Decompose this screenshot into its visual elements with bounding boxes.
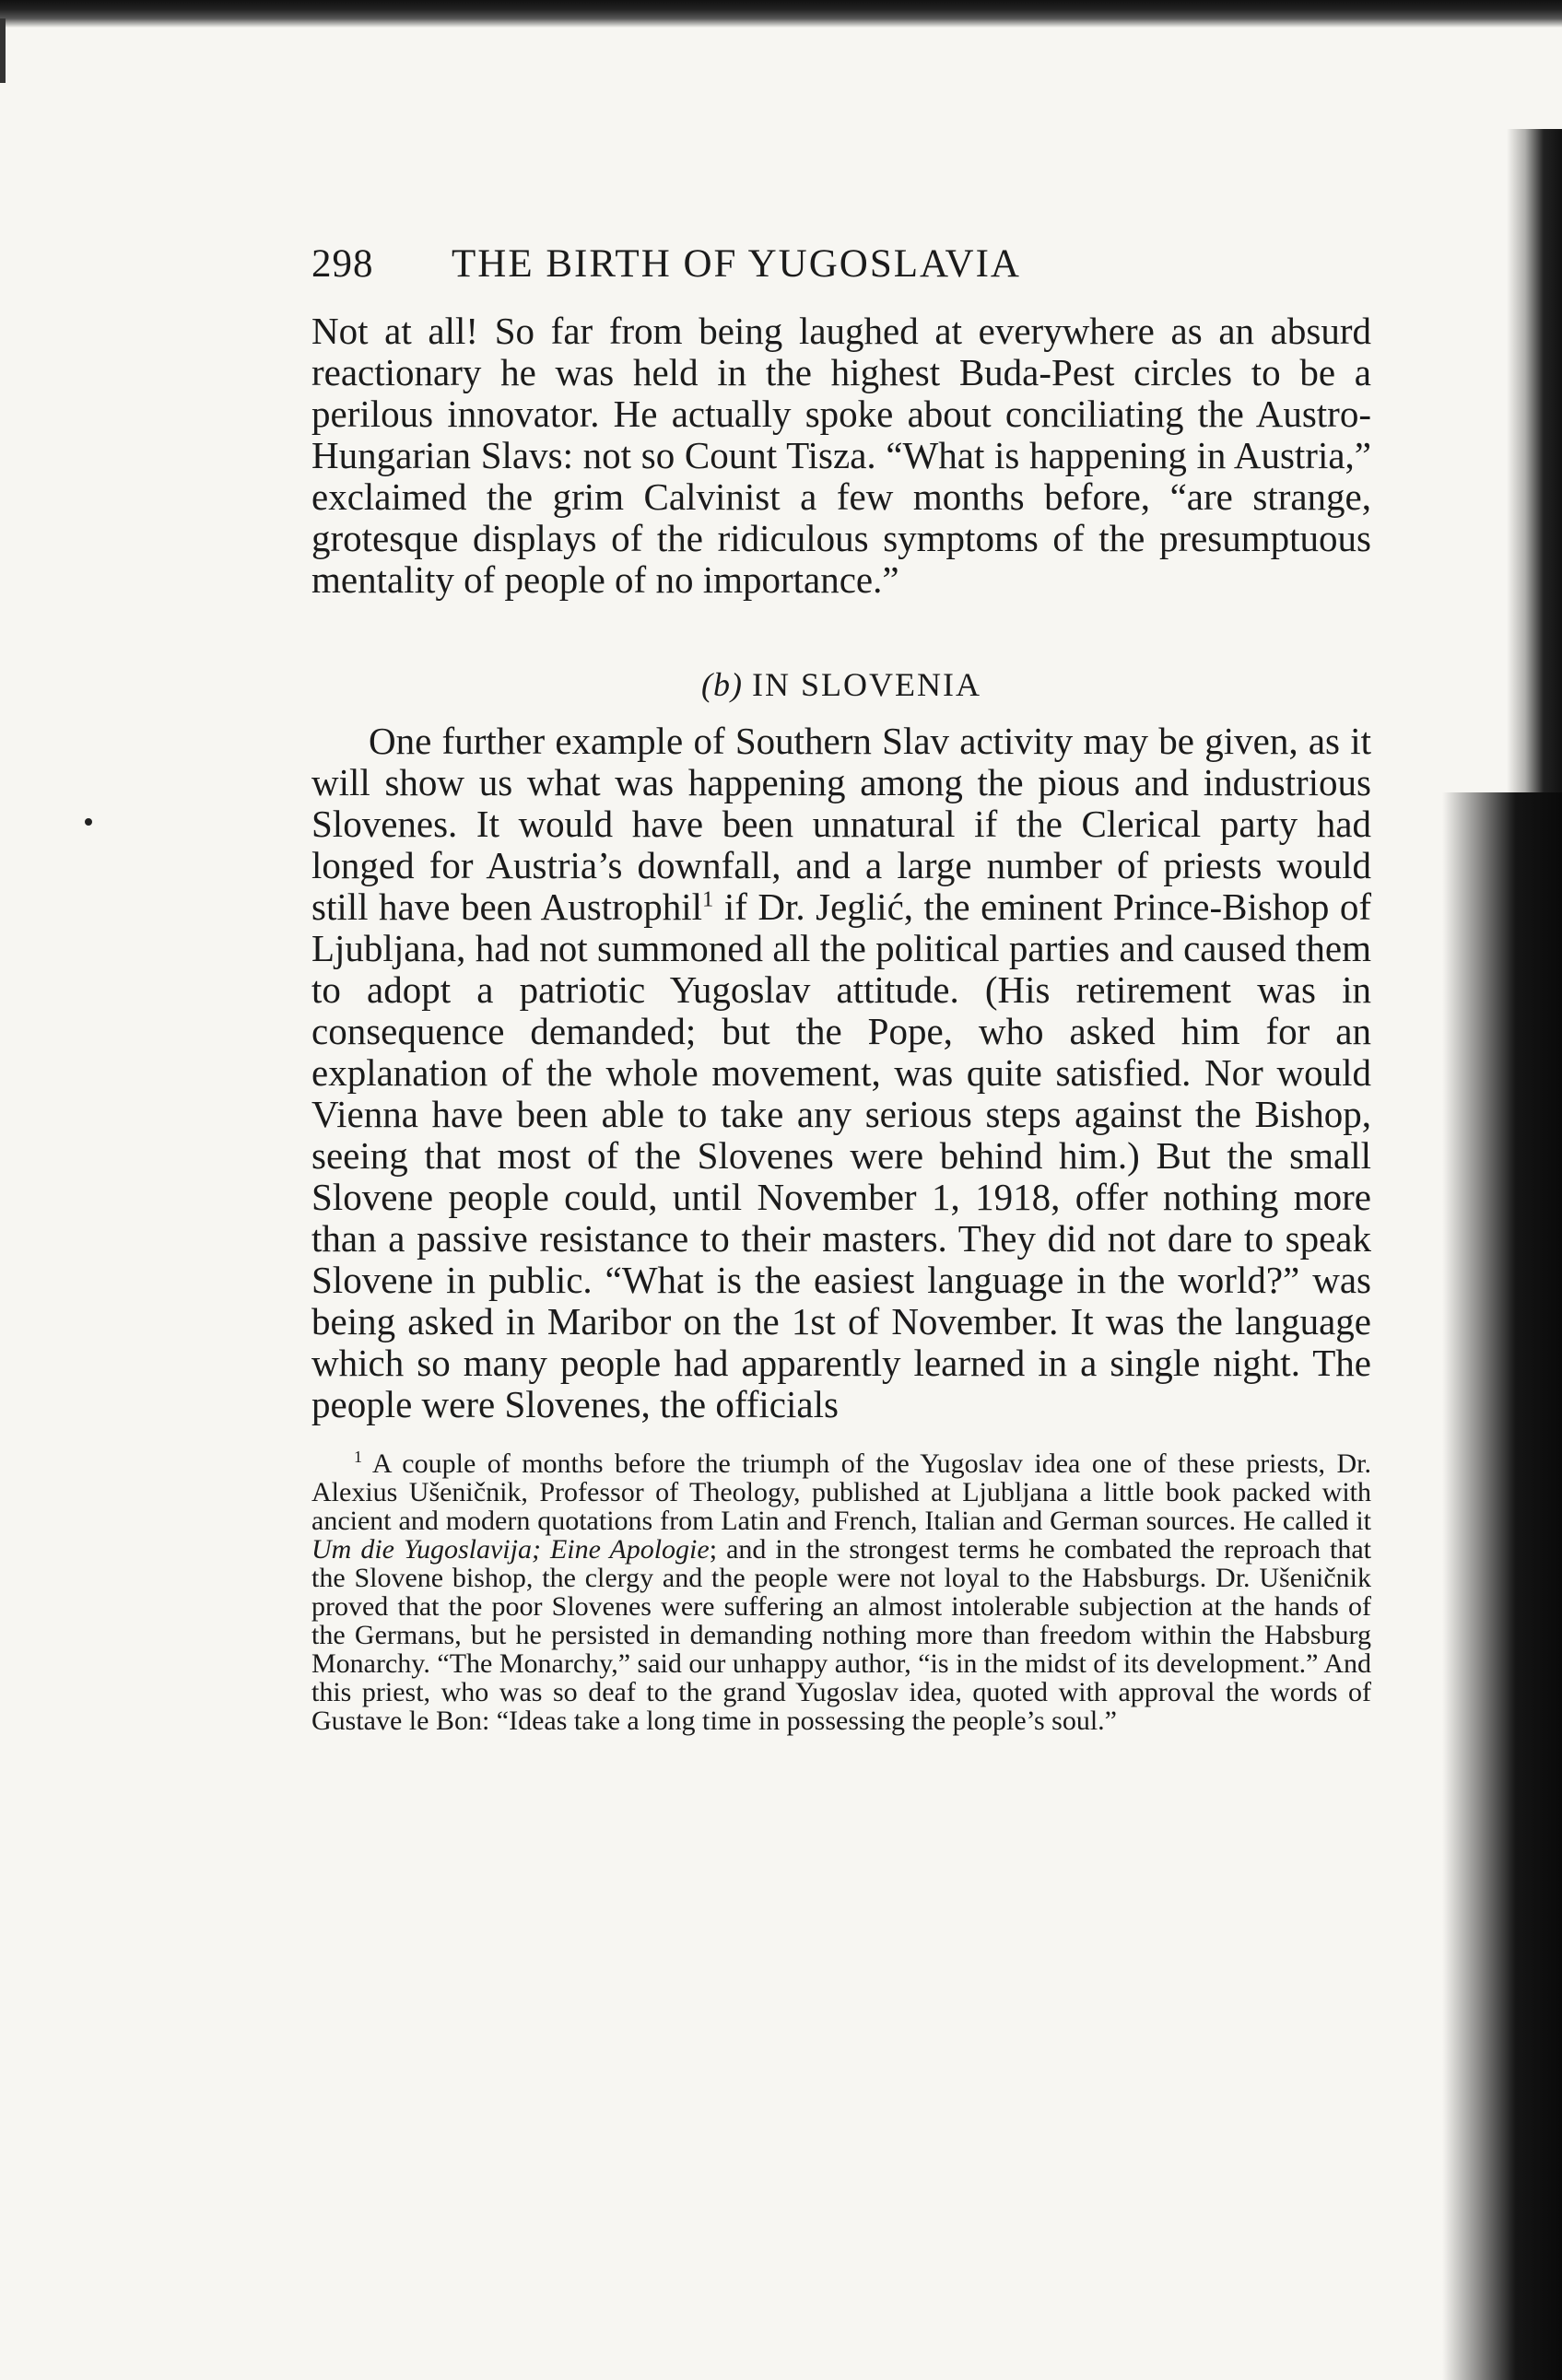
- scan-right-binding-shadow: [1442, 792, 1562, 2380]
- footnote-book-title: Um die Yugoslavija; Eine Apologie: [311, 1534, 710, 1565]
- paragraph-2-part-2: if Dr. Jeglić, the eminent Prince-Bishop of Ljubljana, had not summoned all the political parties and caused them to adopt a patriotic Yugoslav attitude. (His retirement was in consequence demanded; but the Pope, who asked him for an explanation of the whole movement, was quite satisfied. Nor would Vienna have been able to take any serious steps against the Bishop, seeing that most of the Slovenes were behind him.) But the small Slovene people could, until November 1, 1918, offer nothing more than a passive resistance to their masters. They did not dare to speak Slovene in public. “What is the easiest language in the world?” was being asked in Maribor on the 1st of November. It was the language which so many people had apparently learned in a single night. The people were Slovenes, the officials: [311, 885, 1371, 1425]
- page-number: 298: [311, 242, 374, 286]
- scan-speck: [85, 818, 92, 826]
- scan-left-mark: [0, 18, 6, 83]
- paragraph-2: [311, 721, 1371, 1425]
- footnote-separator: [311, 1425, 1371, 1449]
- footnote-text-2: ; and in the strongest terms he combated the reproach that the Slovene bishop, the clergy and the people were not loyal to the Habsburgs. Dr. Ušeničnik proved that the poor Slovenes were suffering an almost intolerable subjection at the hands of the Germans, but he persisted in demanding nothing more than freedom within the Habsburg Monarchy. “The Monarchy,” said our unhappy author, “is in the midst of its development.” And this priest, who was so deaf to the grand Yugoslav idea, quoted with approval the words of Gustave le Bon: “Ideas take a long time in possessing the people’s soul.”: [311, 1534, 1372, 1736]
- footnote-text-1: A couple of months before the triumph of the Yugoslav idea one of these priests, Dr. Alexius Ušeničnik, Professor of Theology, published at Ljubljana a little book packed with ancient and modern quotations from Latin and French, Italian and German sources. He called it: [311, 1448, 1371, 1536]
- section-title: IN SLOVENIA: [752, 666, 981, 703]
- book-page: [311, 241, 1371, 1735]
- scan-top-border: [0, 0, 1562, 28]
- footnote-reference: 1: [702, 886, 714, 912]
- running-head: [311, 241, 1371, 287]
- section-heading: [311, 665, 1371, 704]
- section-label: (b): [701, 666, 743, 703]
- paragraph-2-part-1: One further example of Southern Slav activity may be given, as it will show us what was happening among the pious and industrious Slovenes. It would have been unnatural if the Clerical party had longed for Austria’s downfall, and a large number of priests would still have been Austrophil: [311, 720, 1371, 928]
- footnote-marker: 1: [354, 1448, 362, 1466]
- paragraph-1: Not at all! So far from being laughed at everywhere as an absurd reactionary he was held in the highest Buda-Pest circles to be a perilous innovator. He actually spoke about conciliating the Austro-Hungarian Slavs: not so Count Tisza. “What is happening in Austria,” exclaimed the grim Calvinist a few months before, “are strange, grotesque displays of the ridiculous symptoms of the presumptuous mentality of people of no importance.”: [311, 310, 1371, 601]
- running-title: THE BIRTH OF YUGOSLAVIA: [452, 242, 1021, 286]
- footnote: [311, 1449, 1371, 1735]
